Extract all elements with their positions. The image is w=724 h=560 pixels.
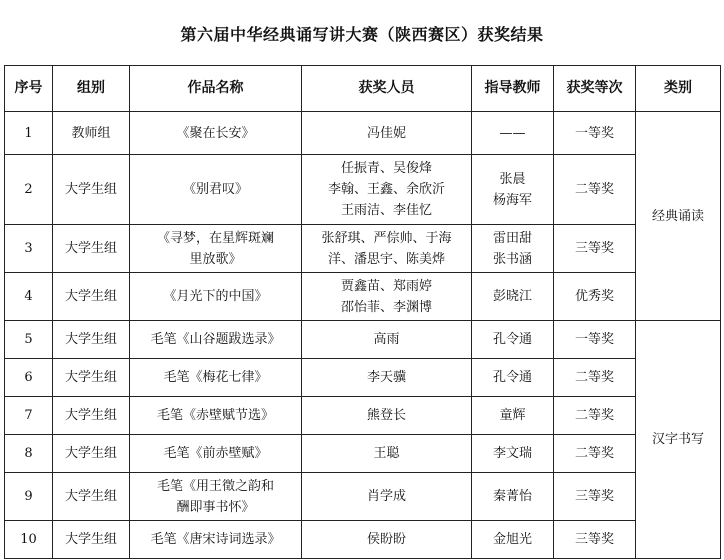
teacher-line: 孔令通 [492, 332, 532, 347]
header-cell-level: 获奖等次 [554, 66, 636, 112]
cell-group: 大学生组 [53, 435, 130, 473]
cell-level: 二等奖 [554, 397, 636, 435]
cell-teacher [472, 112, 554, 155]
cell-level: 三等奖 [554, 521, 636, 559]
winner-line: 肖学成 [366, 489, 406, 504]
teacher-line: —— [499, 125, 526, 141]
cell-teacher [472, 435, 554, 473]
cell-teacher [472, 397, 554, 435]
table-row [5, 359, 721, 397]
cell-level: 三等奖 [554, 225, 636, 273]
cell-category-calligraphy: 汉字书写 [636, 321, 721, 559]
header-cell-group: 组别 [53, 66, 130, 112]
cell-group: 大学生组 [53, 359, 130, 397]
teacher-line: 杨海军 [492, 192, 532, 208]
cell-teacher [472, 321, 554, 359]
cell-no: 2 [5, 155, 53, 225]
cell-category-recitation: 经典诵读 [636, 112, 721, 321]
awards-table [4, 65, 721, 559]
table-row [5, 397, 721, 435]
teacher-line: 秦菁怡 [492, 489, 532, 504]
winner-line: 侯盼盼 [366, 532, 406, 547]
cell-no: 10 [5, 521, 53, 559]
cell-group: 大学生组 [53, 473, 130, 521]
page-title: 第六届中华经典诵写讲大赛（陕西赛区）获奖结果 [180, 25, 544, 44]
teacher-line: 童辉 [499, 408, 526, 423]
winner-line: 李翰、王鑫、余欣沂 [327, 182, 445, 197]
winner-line: 王聪 [373, 446, 400, 461]
winner-line: 任振青、吴俊烽 [340, 161, 432, 176]
cell-no: 4 [5, 273, 53, 321]
cell-level: 二等奖 [554, 359, 636, 397]
cell-group: 大学生组 [53, 225, 130, 273]
header-cell-teacher: 指导教师 [472, 66, 554, 112]
work-line: 毛笔《用王徵之韵和 [156, 478, 274, 494]
winner-line: 冯佳妮 [366, 125, 406, 141]
winner-line: 贾鑫苗、郑雨婷 [340, 278, 432, 294]
work-line: 《聚在长安》 [176, 125, 255, 141]
winner-line: 张舒琪、严倧帅、于海 [321, 230, 452, 246]
winner-line: 熊登长 [366, 408, 406, 423]
teacher-line: 孔令通 [492, 370, 532, 385]
cell-work [130, 155, 302, 225]
cell-teacher [472, 273, 554, 321]
cell-work [130, 225, 302, 273]
header-cell-work: 作品名称 [130, 66, 302, 112]
winner-line: 王雨洁、李佳忆 [340, 203, 432, 218]
cell-winners [302, 521, 472, 559]
table-row [5, 435, 721, 473]
cell-work [130, 321, 302, 359]
table-row [5, 273, 721, 321]
teacher-line: 雷田甜 [492, 230, 532, 246]
table-row [5, 155, 721, 225]
table-row [5, 112, 721, 155]
cell-level: 优秀奖 [554, 273, 636, 321]
cell-no: 8 [5, 435, 53, 473]
work-line: 毛笔《唐宋诗词选录》 [150, 532, 281, 547]
teacher-line: 张书涵 [492, 251, 532, 267]
teacher-line: 李文瑞 [492, 446, 532, 461]
cell-winners [302, 473, 472, 521]
cell-level: 一等奖 [554, 112, 636, 155]
cell-level: 二等奖 [554, 155, 636, 225]
cell-winners [302, 155, 472, 225]
cell-work [130, 273, 302, 321]
work-line: 《别君叹》 [182, 182, 248, 197]
header-cell-no: 序号 [5, 66, 53, 112]
cell-teacher [472, 521, 554, 559]
cell-work [130, 112, 302, 155]
cell-winners [302, 112, 472, 155]
cell-level: 三等奖 [554, 473, 636, 521]
cell-winners [302, 273, 472, 321]
cell-group: 大学生组 [53, 397, 130, 435]
cell-no: 9 [5, 473, 53, 521]
work-line: 里放歌》 [189, 251, 242, 267]
cell-no: 3 [5, 225, 53, 273]
cell-winners [302, 225, 472, 273]
cell-level: 一等奖 [554, 321, 636, 359]
work-line: 《月光下的中国》 [163, 289, 268, 304]
cell-group: 教师组 [53, 112, 130, 155]
teacher-line: 张晨 [499, 171, 526, 187]
cell-group: 大学生组 [53, 273, 130, 321]
winner-line: 洋、潘思宇、陈美烨 [327, 251, 445, 267]
header-cell-winners: 获奖人员 [302, 66, 472, 112]
cell-teacher [472, 155, 554, 225]
cell-teacher [472, 225, 554, 273]
cell-work [130, 397, 302, 435]
winner-line: 高雨 [373, 332, 400, 347]
table-row [5, 521, 721, 559]
cell-teacher [472, 359, 554, 397]
cell-teacher [472, 473, 554, 521]
table-row [5, 473, 721, 521]
cell-work [130, 473, 302, 521]
winner-line: 邵怡菲、李渊博 [340, 299, 432, 315]
cell-group: 大学生组 [53, 321, 130, 359]
table-row [5, 321, 721, 359]
cell-winners [302, 435, 472, 473]
work-line: 毛笔《赤壁赋节选》 [156, 408, 274, 423]
winner-line: 李天骥 [366, 370, 406, 385]
work-line: 酬即事书怀》 [176, 499, 255, 515]
teacher-line: 彭晓江 [492, 289, 532, 304]
cell-work [130, 359, 302, 397]
table-header-row [5, 66, 721, 112]
work-line: 毛笔《山谷题跋选录》 [150, 332, 281, 347]
cell-work [130, 521, 302, 559]
cell-winners [302, 359, 472, 397]
header-cell-category: 类别 [636, 66, 721, 112]
cell-level: 二等奖 [554, 435, 636, 473]
work-line: 《寻梦，在星辉斑斓 [156, 230, 274, 246]
cell-group: 大学生组 [53, 155, 130, 225]
cell-no: 6 [5, 359, 53, 397]
table-row [5, 225, 721, 273]
cell-group: 大学生组 [53, 521, 130, 559]
cell-work [130, 435, 302, 473]
work-line: 毛笔《梅花七律》 [163, 370, 268, 385]
cell-no: 7 [5, 397, 53, 435]
cell-no: 1 [5, 112, 53, 155]
work-line: 毛笔《前赤壁赋》 [163, 446, 268, 461]
cell-winners [302, 397, 472, 435]
teacher-line: 金旭光 [492, 532, 532, 547]
cell-winners [302, 321, 472, 359]
cell-no: 5 [5, 321, 53, 359]
